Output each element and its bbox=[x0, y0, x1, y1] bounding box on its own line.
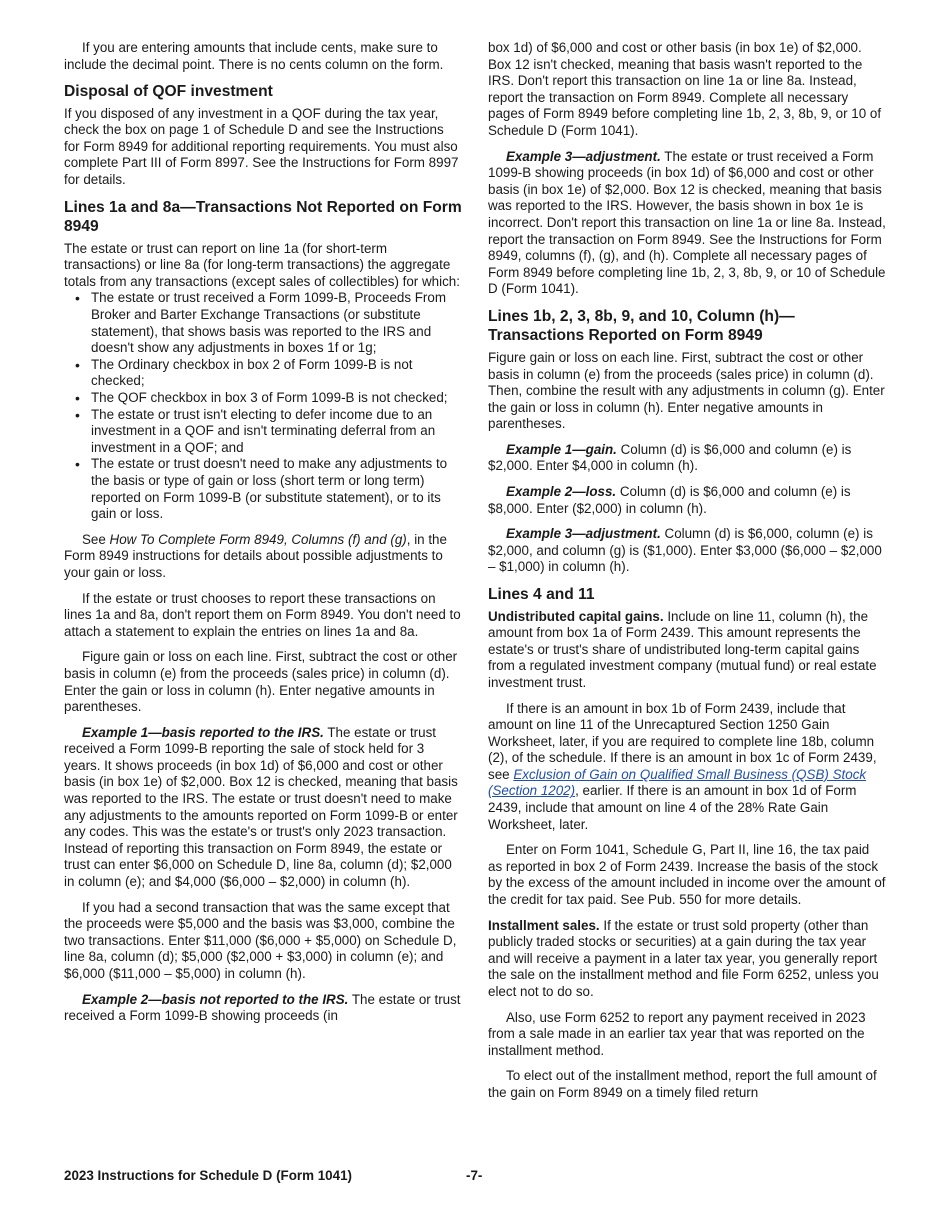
form-6252-paragraph: Also, use Form 6252 to report any payment received in 2023 from a sale made in an earlier tax year that was reported on the installment method. bbox=[488, 1009, 866, 1058]
box-1b-paragraph: If there is an amount in box 1b of Form 2439, include that amount on line 11 of the Unrecaptured Section 1250 Gain Worksheet, later, if you are required to complete line 18b, column (2), of the schedule. If there is an amount in box 1c of Form 2439, see Exclusion of Gain on Qualified Small Business (QSB) Stock (Section 1202), earlier. If there is an amount in box 1d of Form 2439, include that amount on line 4 of the 28% Rate Gain Worksheet, later. bbox=[488, 700, 877, 832]
list-item: • The estate or trust isn't electing to defer income due to an investment in a QOF and isn't terminating deferral from an investment in a QOF; and bbox=[91, 407, 462, 457]
figure-paragraph: Figure gain or loss on each line. First, subtract the cost or other basis in column (e) from the proceeds (sales price) in column (d). Then, combine the result with any adjustments in column (g). Enter the gain or loss in column (h). Enter negative amounts in parentheses. bbox=[488, 349, 885, 432]
example-label: Example 3—adjustment. bbox=[506, 148, 661, 164]
example-label: Example 2—loss. bbox=[506, 484, 617, 500]
aggregate-paragraph: The estate or trust can report on line 1a (for short-term transactions) or line 8a (for long-term transactions) the aggregate totals from any transactions (except sales of collectibles) for which: bbox=[64, 240, 460, 289]
example-label: Example 1—gain. bbox=[506, 441, 617, 457]
see-paragraph: See How To Complete Form 8949, Columns (f) and (g), in the Form 8949 instructions for details about possible adjustments to your gain or loss. bbox=[64, 531, 447, 580]
undistributed-paragraph: Undistributed capital gains. Include on line 11, column (h), the amount from box 1a of Form 2439. This amount represents the estate's or trust's share of undistributed long-term capital gains from a regulated investment company (mutual fund) or real estate investment trust. bbox=[488, 608, 877, 690]
page-number: -7- bbox=[466, 1168, 483, 1183]
choose-paragraph: If the estate or trust chooses to report these transactions on lines 1a and 8a, don't report them on Form 8949. You don't need to attach a statement to explain the entries on lines 1a and 8a. bbox=[64, 590, 461, 639]
qof-paragraph: If you disposed of any investment in a QOF during the tax year, check the box on page 1 of Schedule D and see the Instructions for Form 8949 for additional reporting requirements. You must also complete Part III of Form 8997. See the Instructions for Form 8997 for details. bbox=[64, 105, 459, 188]
example-label: Example 1—basis reported to the IRS. bbox=[82, 724, 324, 740]
list-item: • The estate or trust received a Form 1099-B, Proceeds From Broker and Barter Exchange Transactions (or substitute statement), that shows basis was reported to the IRS and doesn't show any adjustments in boxes 1f or 1g; bbox=[91, 290, 462, 356]
list-item: • The QOF checkbox in box 3 of Form 1099-B is not checked; bbox=[91, 390, 462, 407]
qsb-exclusion-link[interactable]: Exclusion of Gain on Qualified Small Business (QSB) Stock (Section 1202) bbox=[488, 766, 867, 799]
conditions-list bbox=[64, 290, 462, 522]
example-gain-paragraph: Example 1—gain. Column (d) is $6,000 and column (e) is $2,000. Enter $4,000 in column (h). bbox=[488, 441, 852, 474]
figure-paragraph: Figure gain or loss on each line. First, subtract the cost or other basis in column (e) from the proceeds (sales price) in column (d). Enter the gain or loss in column (h). Enter negative amounts in parentheses. bbox=[64, 649, 458, 715]
example-2-paragraph: Example 2—basis not reported to the IRS. The estate or trust received a Form 1099-B showing proceeds (in bbox=[64, 991, 461, 1024]
run-in-heading: Installment sales. bbox=[488, 917, 600, 933]
installment-paragraph: Installment sales. If the estate or trust sold property (other than publicly traded stocks or securities) at a gain during the tax year and will receive a payment in a later tax year, you generally report the sale on the installment method and file Form 6252, unless you elect not to do so. bbox=[488, 917, 879, 999]
elect-out-paragraph: To elect out of the installment method, report the full amount of the gain on Form 8949 on a timely filed return bbox=[488, 1068, 877, 1100]
footer-title: 2023 Instructions for Schedule D (Form 1041) bbox=[64, 1168, 352, 1183]
example-loss-paragraph: Example 2—loss. Column (d) is $6,000 and column (e) is $8,000. Enter ($2,000) in column (h). bbox=[488, 484, 851, 516]
run-in-heading: Undistributed capital gains. bbox=[488, 608, 664, 624]
continued-paragraph: box 1d) of $6,000 and cost or other basis (in box 1e) of $2,000. Box 12 isn't checked, meaning that basis wasn't reported to the IRS. Don't report this transaction on line 1a or line 8a. Instead, report the transaction on Form 8949. Complete all necessary pages of Form 8949 before completing line 1b, 2, 3, 8b, 9, or 10 of Schedule D (Form 1041). bbox=[488, 40, 882, 138]
column-h-heading: Lines 1b, 2, 3, 8b, 9, and 10, Column (h)—Transactions Reported on Form 8949 bbox=[488, 307, 795, 345]
left-column bbox=[64, 40, 462, 1034]
example-label: Example 3—adjustment. bbox=[506, 526, 661, 542]
page-footer bbox=[64, 1168, 886, 1186]
right-column bbox=[488, 40, 886, 1111]
list-item: • The estate or trust doesn't need to make any adjustments to the basis or type of gain or loss (short term or long term) reported on Form 1099-B (or substitute statement), or to its gain or loss. bbox=[91, 456, 462, 522]
example-label: Example 2—basis not reported to the IRS. bbox=[82, 991, 349, 1007]
lines-1a-8a-heading: Lines 1a and 8a—Transactions Not Reported on Form 8949 bbox=[64, 198, 462, 236]
cross-reference: How To Complete Form 8949, Columns (f) and (g) bbox=[109, 531, 407, 547]
example-3-paragraph: Example 3—adjustment. The estate or trust received a Form 1099-B showing proceeds (in box 1d) of $6,000 and cost or other basis (in box 1e) of $2,000. Box 12 is checked, meaning that basis was reported to the IRS. However, the basis shown in box 1e is incorrect. Don't report this transaction on line 1a or line 8a. Instead, report the transaction on Form 8949. See the Instructions for Form 8949, columns (f), (g), and (h). Complete all necessary pages of Form 8949 before completing line 1b, 2, 3, 8b, 9, or 10 of Schedule D (Form 1041). bbox=[488, 148, 886, 297]
qof-heading: Disposal of QOF investment bbox=[64, 83, 273, 101]
form-1041-paragraph: Enter on Form 1041, Schedule G, Part II, line 16, the tax paid as reported in box 2 of Form 2439. Increase the basis of the stock by the excess of the amount included in income over the amount of the credit for tax paid. See Pub. 550 for more details. bbox=[488, 842, 886, 908]
list-item: • The Ordinary checkbox in box 2 of Form 1099-B is not checked; bbox=[91, 357, 462, 390]
second-transaction-paragraph: If you had a second transaction that was the same except that the proceeds were $5,000 and the basis was $3,000, combine the two transactions. Enter $11,000 ($6,000 + $5,000) on Schedule D, line 8a, column (d); $5,000 ($2,000 + $3,000) in column (e); and $6,000 ($11,000 – $5,000) in column (h). bbox=[64, 899, 457, 981]
example-1-paragraph: Example 1—basis reported to the IRS. The estate or trust received a Form 1099-B reporting the sale of stock held for 3 years. It shows proceeds (in box 1d) of $6,000 and cost or other basis (in box 1e) of $2,000. Box 12 is checked, meaning that basis was reported to the IRS. The estate or trust doesn't need to make any adjustments to the amounts reported on Form 1099-B or enter any codes. This was the estate's or trust's only 2023 transaction. Instead of reporting this transaction on Form 8949, the estate or trust can enter $6,000 on Schedule D, line 8a, column (d); $2,000 in column (e); and $4,000 ($6,000 – $2,000) in column (h). bbox=[64, 724, 458, 890]
lines-4-11-heading: Lines 4 and 11 bbox=[488, 586, 595, 604]
example-adjustment-paragraph: Example 3—adjustment. Column (d) is $6,000, column (e) is $2,000, and column (g) is ($1,000). Enter $3,000 ($6,000 – $2,000 – $1,000) in column (h). bbox=[488, 526, 882, 575]
cents-paragraph: If you are entering amounts that include cents, make sure to include the decimal point. There is no cents column on the form. bbox=[64, 40, 444, 72]
